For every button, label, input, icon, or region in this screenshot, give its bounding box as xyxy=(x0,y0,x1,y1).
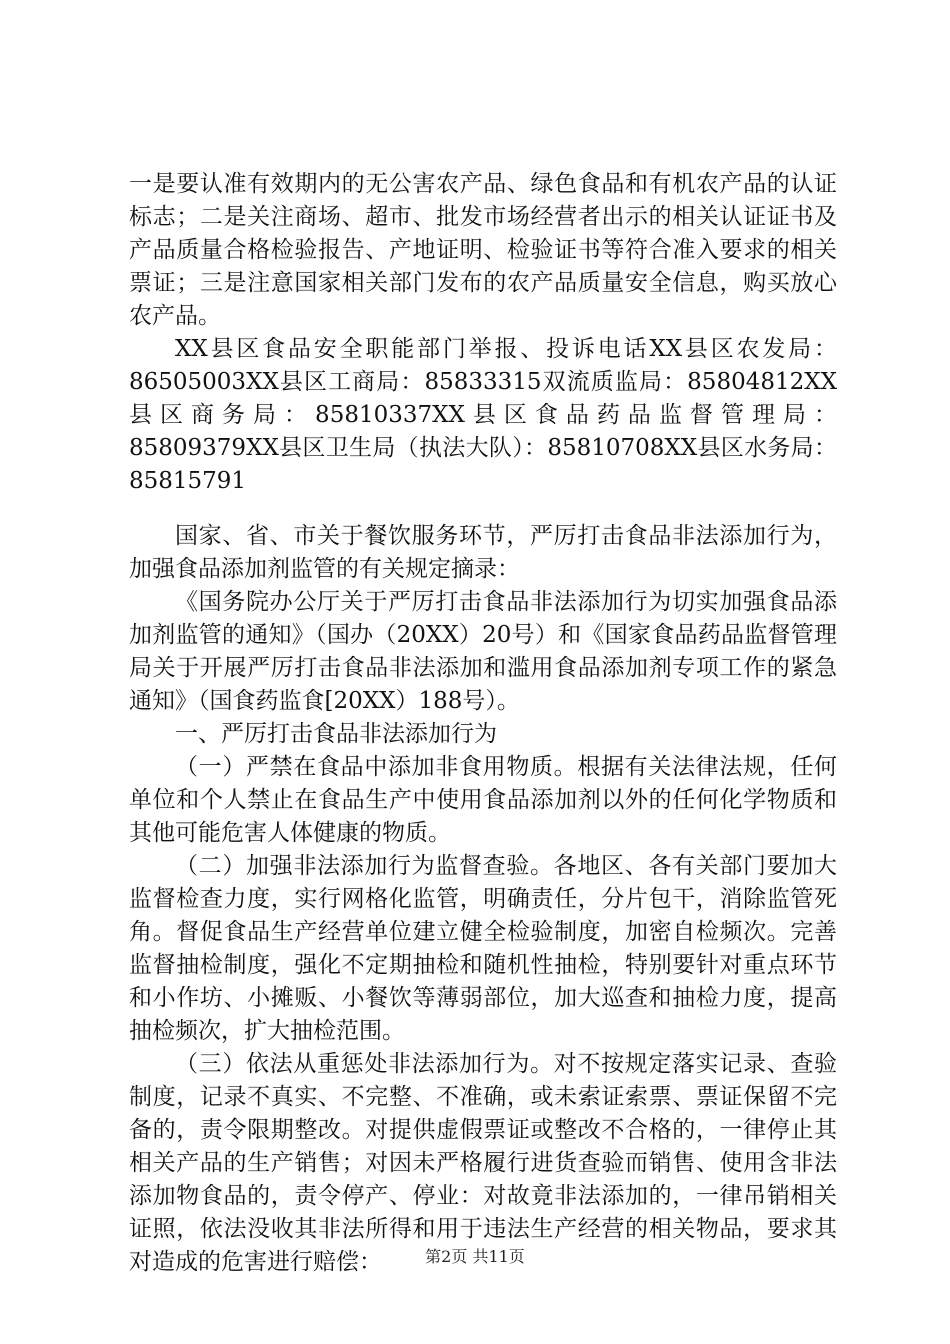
page-footer: 第2页 共11页 xyxy=(425,1247,525,1266)
paragraph-regulation-sources: 《国务院办公厅关于严厉打击食品非法添加行为切实加强食品添加剂监管的通知》（国办（20XX）20号）和《国家食品药品监督管理局关于开展严厉打击食品非法添加和滥用食品添加剂专项工作的紧急通知》（国食药监食[20XX）188号）。 xyxy=(129,589,837,714)
paragraph-item-1: （一）严禁在食品中添加非食用物质。根据有关法律法规，任何单位和个人禁止在食品生产中使用食品添加剂以外的任何化学物质和其他可能危害人体健康的物质。 xyxy=(129,754,837,846)
paragraph-regulation-intro: 国家、省、市关于餐饮服务环节，严厉打击食品非法添加行为，加强食品添加剂监管的有关规定摘录： xyxy=(129,523,837,582)
document-body xyxy=(129,168,837,1279)
paragraph-complaint-hotlines: XX县区食品安全职能部门举报、投诉电话XX县区农发局：86505003XX县区工商局：85833315双流质监局：85804812XX县区商务局：85810337XX县区食品药品监督管理局：85809379XX县区卫生局（执法大队）：85810708XX县区水务局：85815791 xyxy=(129,336,837,494)
paragraph-certification-tips: 一是要认准有效期内的无公害农产品、绿色食品和有机农产品的认证标志；二是关注商场、超市、批发市场经营者出示的相关认证证书及产品质量合格检验报告、产地证明、检验证书等符合准入要求的相关票证；三是注意国家相关部门发布的农产品质量安全信息，购买放心农产品。 xyxy=(129,171,837,329)
paragraph-gap xyxy=(129,498,837,520)
section-heading-illegal-additives: 一、严厉打击食品非法添加行为 xyxy=(175,721,497,747)
paragraph-item-2: （二）加强非法添加行为监督查验。各地区、各有关部门要加大监督检查力度，实行网格化监管，明确责任，分片包干，消除监管死角。督促食品生产经营单位建立健全检验制度，加密自检频次。完善监督抽检制度，强化不定期抽检和随机性抽检，特别要针对重点环节和小作坊、小摊贩、小餐饮等薄弱部位，加大巡查和抽检力度，提高抽检频次，扩大抽检范围。 xyxy=(129,853,837,1044)
paragraph-item-3: （三）依法从重惩处非法添加行为。对不按规定落实记录、查验制度，记录不真实、不完整、不准确，或未索证索票、票证保留不完备的，责令限期整改。对提供虚假票证或整改不合格的，一律停止其相关产品的生产销售；对因未严格履行进货查验而销售、使用含非法添加物食品的，责令停产、停业：对故竟非法添加的，一律吊销相关证照，依法没收其非法所得和用于违法生产经营的相关物品，要求其对造成的危害进行赔偿： xyxy=(129,1051,837,1275)
